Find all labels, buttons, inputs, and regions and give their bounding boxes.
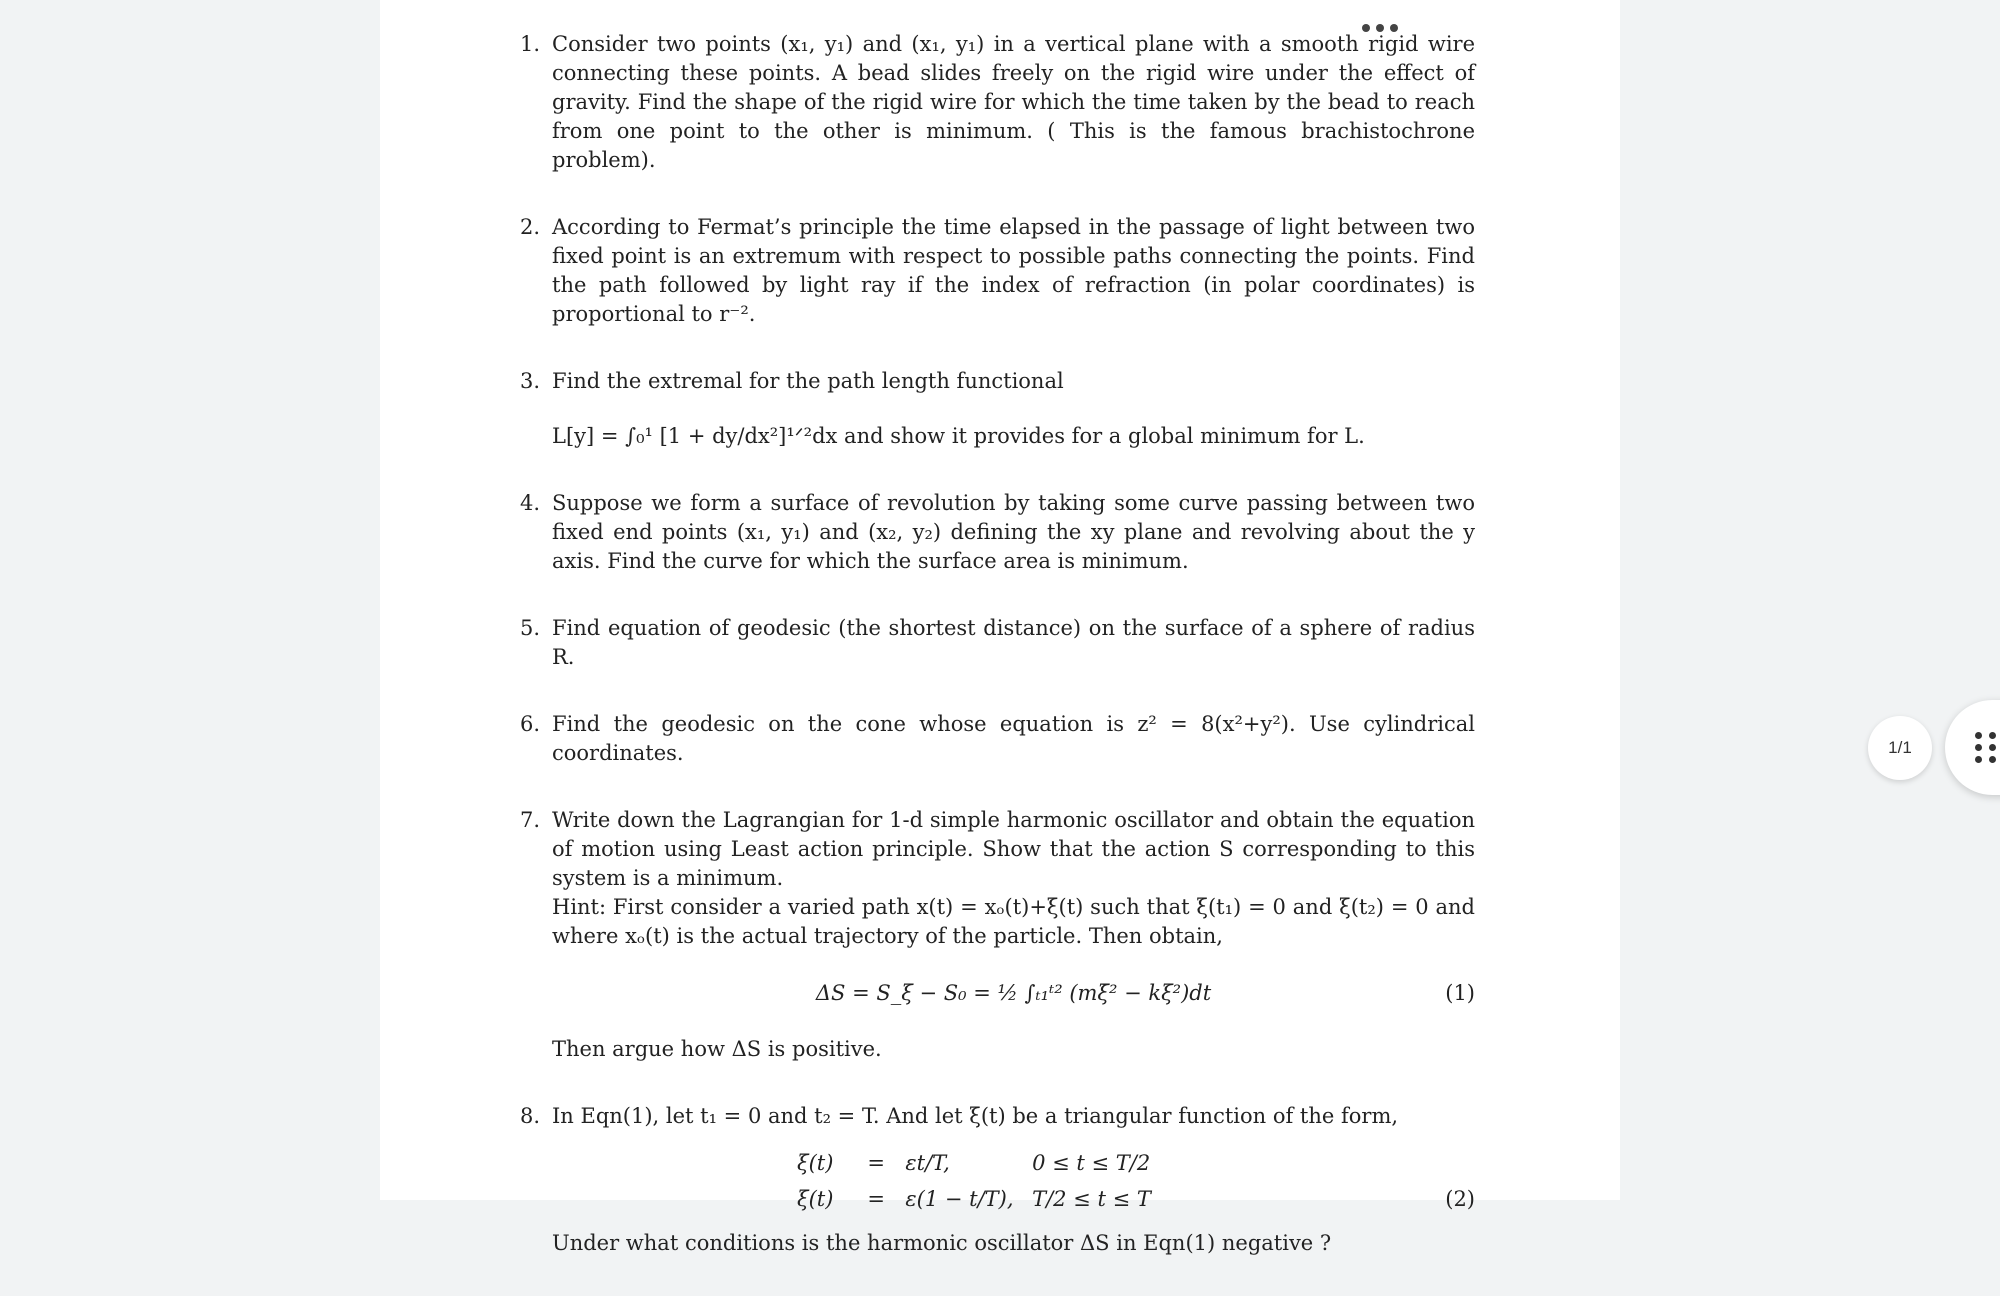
problem-number: 2.: [520, 215, 541, 239]
problem-text: Consider two points (x₁, y₁) and (x₁, y₁) in a vertical plane with a smooth rigid wire connecting these points. A bead slides freely on the rigid wire under the effect of gravity. Find the shape of the rigid wire for which the time taken by the bead to reach from one point to the other is minimum. ( This is the famous brachistochrone problem).: [552, 32, 1475, 172]
problem-text: Find equation of geodesic (the shortest distance) on the surface of a sphere of radius R.: [552, 616, 1475, 669]
problem-number: 5.: [520, 616, 541, 640]
piecewise-row: [797, 1181, 1151, 1217]
row-equals: =: [867, 1187, 885, 1211]
equation-2: [552, 1145, 1475, 1217]
problem-text: Find the geodesic on the cone whose equation is z² = 8(x²+y²). Use cylindrical coordinates.: [552, 712, 1475, 765]
row-rhs: εt/T,: [905, 1151, 950, 1175]
equation-body: ΔS = S_ξ − S₀ = ½ ∫ₜ₁ᵗ² (mξ̇² − kξ²)dt: [815, 981, 1212, 1005]
problem-text: In Eqn(1), let t₁ = 0 and t₂ = T. And let ξ(t) be a triangular function of the form,: [552, 1104, 1399, 1128]
row-condition: 0 ≤ t ≤ T/2: [1032, 1151, 1151, 1175]
problem-1: [520, 30, 1475, 175]
problem-number: 6.: [520, 712, 541, 736]
problem-7: [520, 806, 1475, 1064]
grip-dots-icon: [1975, 732, 1997, 762]
problem-number: 8.: [520, 1104, 541, 1128]
grid-menu-button[interactable]: [1945, 700, 2000, 795]
problem-6: [520, 710, 1475, 768]
problem-text: Write down the Lagrangian for 1-d simple harmonic oscillator and obtain the equation of motion using Least action principle. Show that the action S corresponding to this system is a minimum.: [552, 808, 1475, 890]
problem-text: According to Fermat’s principle the time elapsed in the passage of light between two fixed point is an extremum with respect to possible paths connecting the points. Find the path followed by light ray if the index of refraction (in polar coordinates) is proportional to r⁻².: [552, 215, 1475, 326]
row-equals: =: [867, 1151, 885, 1175]
piecewise-row: [797, 1145, 1151, 1181]
problem-list: [520, 30, 1475, 1296]
problem-hint: Hint: First consider a varied path x(t) = xₒ(t)+ξ(t) such that ξ(t₁) = 0 and ξ(t₂) = 0 and where xₒ(t) is the actual trajectory of the particle. Then obtain,: [552, 895, 1475, 948]
row-condition: T/2 ≤ t ≤ T: [1032, 1187, 1151, 1211]
problem-3: [520, 367, 1475, 451]
row-lhs: ξ(t): [797, 1151, 834, 1175]
row-rhs: ε(1 − t/T),: [905, 1187, 1014, 1211]
problem-text: Suppose we form a surface of revolution by taking some curve passing between two fixed end points (x₁, y₁) and (x₂, y₂) defining the xy plane and revolving about the y axis. Find the curve for which the surface area is minimum.: [552, 491, 1475, 573]
problem-text: Find the extremal for the path length functional: [552, 369, 1064, 393]
problem-5: [520, 614, 1475, 672]
problem-number: 4.: [520, 491, 541, 515]
problem-number: 3.: [520, 369, 541, 393]
problem-2: [520, 213, 1475, 329]
row-lhs: ξ(t): [797, 1187, 834, 1211]
equation-1: [552, 971, 1475, 1015]
problem-followup: Under what conditions is the harmonic oscillator ΔS in Eqn(1) negative ?: [552, 1231, 1332, 1255]
problem-number: 1.: [520, 32, 541, 56]
problem-formula: L[y] = ∫₀¹ [1 + dy/dx²]¹ᐟ²dx and show it provides for a global minimum for L.: [552, 424, 1365, 448]
problem-4: [520, 489, 1475, 576]
problem-number: 7.: [520, 808, 541, 832]
problem-8: [520, 1102, 1475, 1258]
equation-number: (1): [1445, 981, 1475, 1005]
equation-number: (2): [1445, 1187, 1475, 1211]
document-page: [380, 0, 1620, 1255]
page-counter[interactable]: 1/1: [1868, 716, 1932, 780]
problem-followup: Then argue how ΔS is positive.: [552, 1037, 882, 1061]
